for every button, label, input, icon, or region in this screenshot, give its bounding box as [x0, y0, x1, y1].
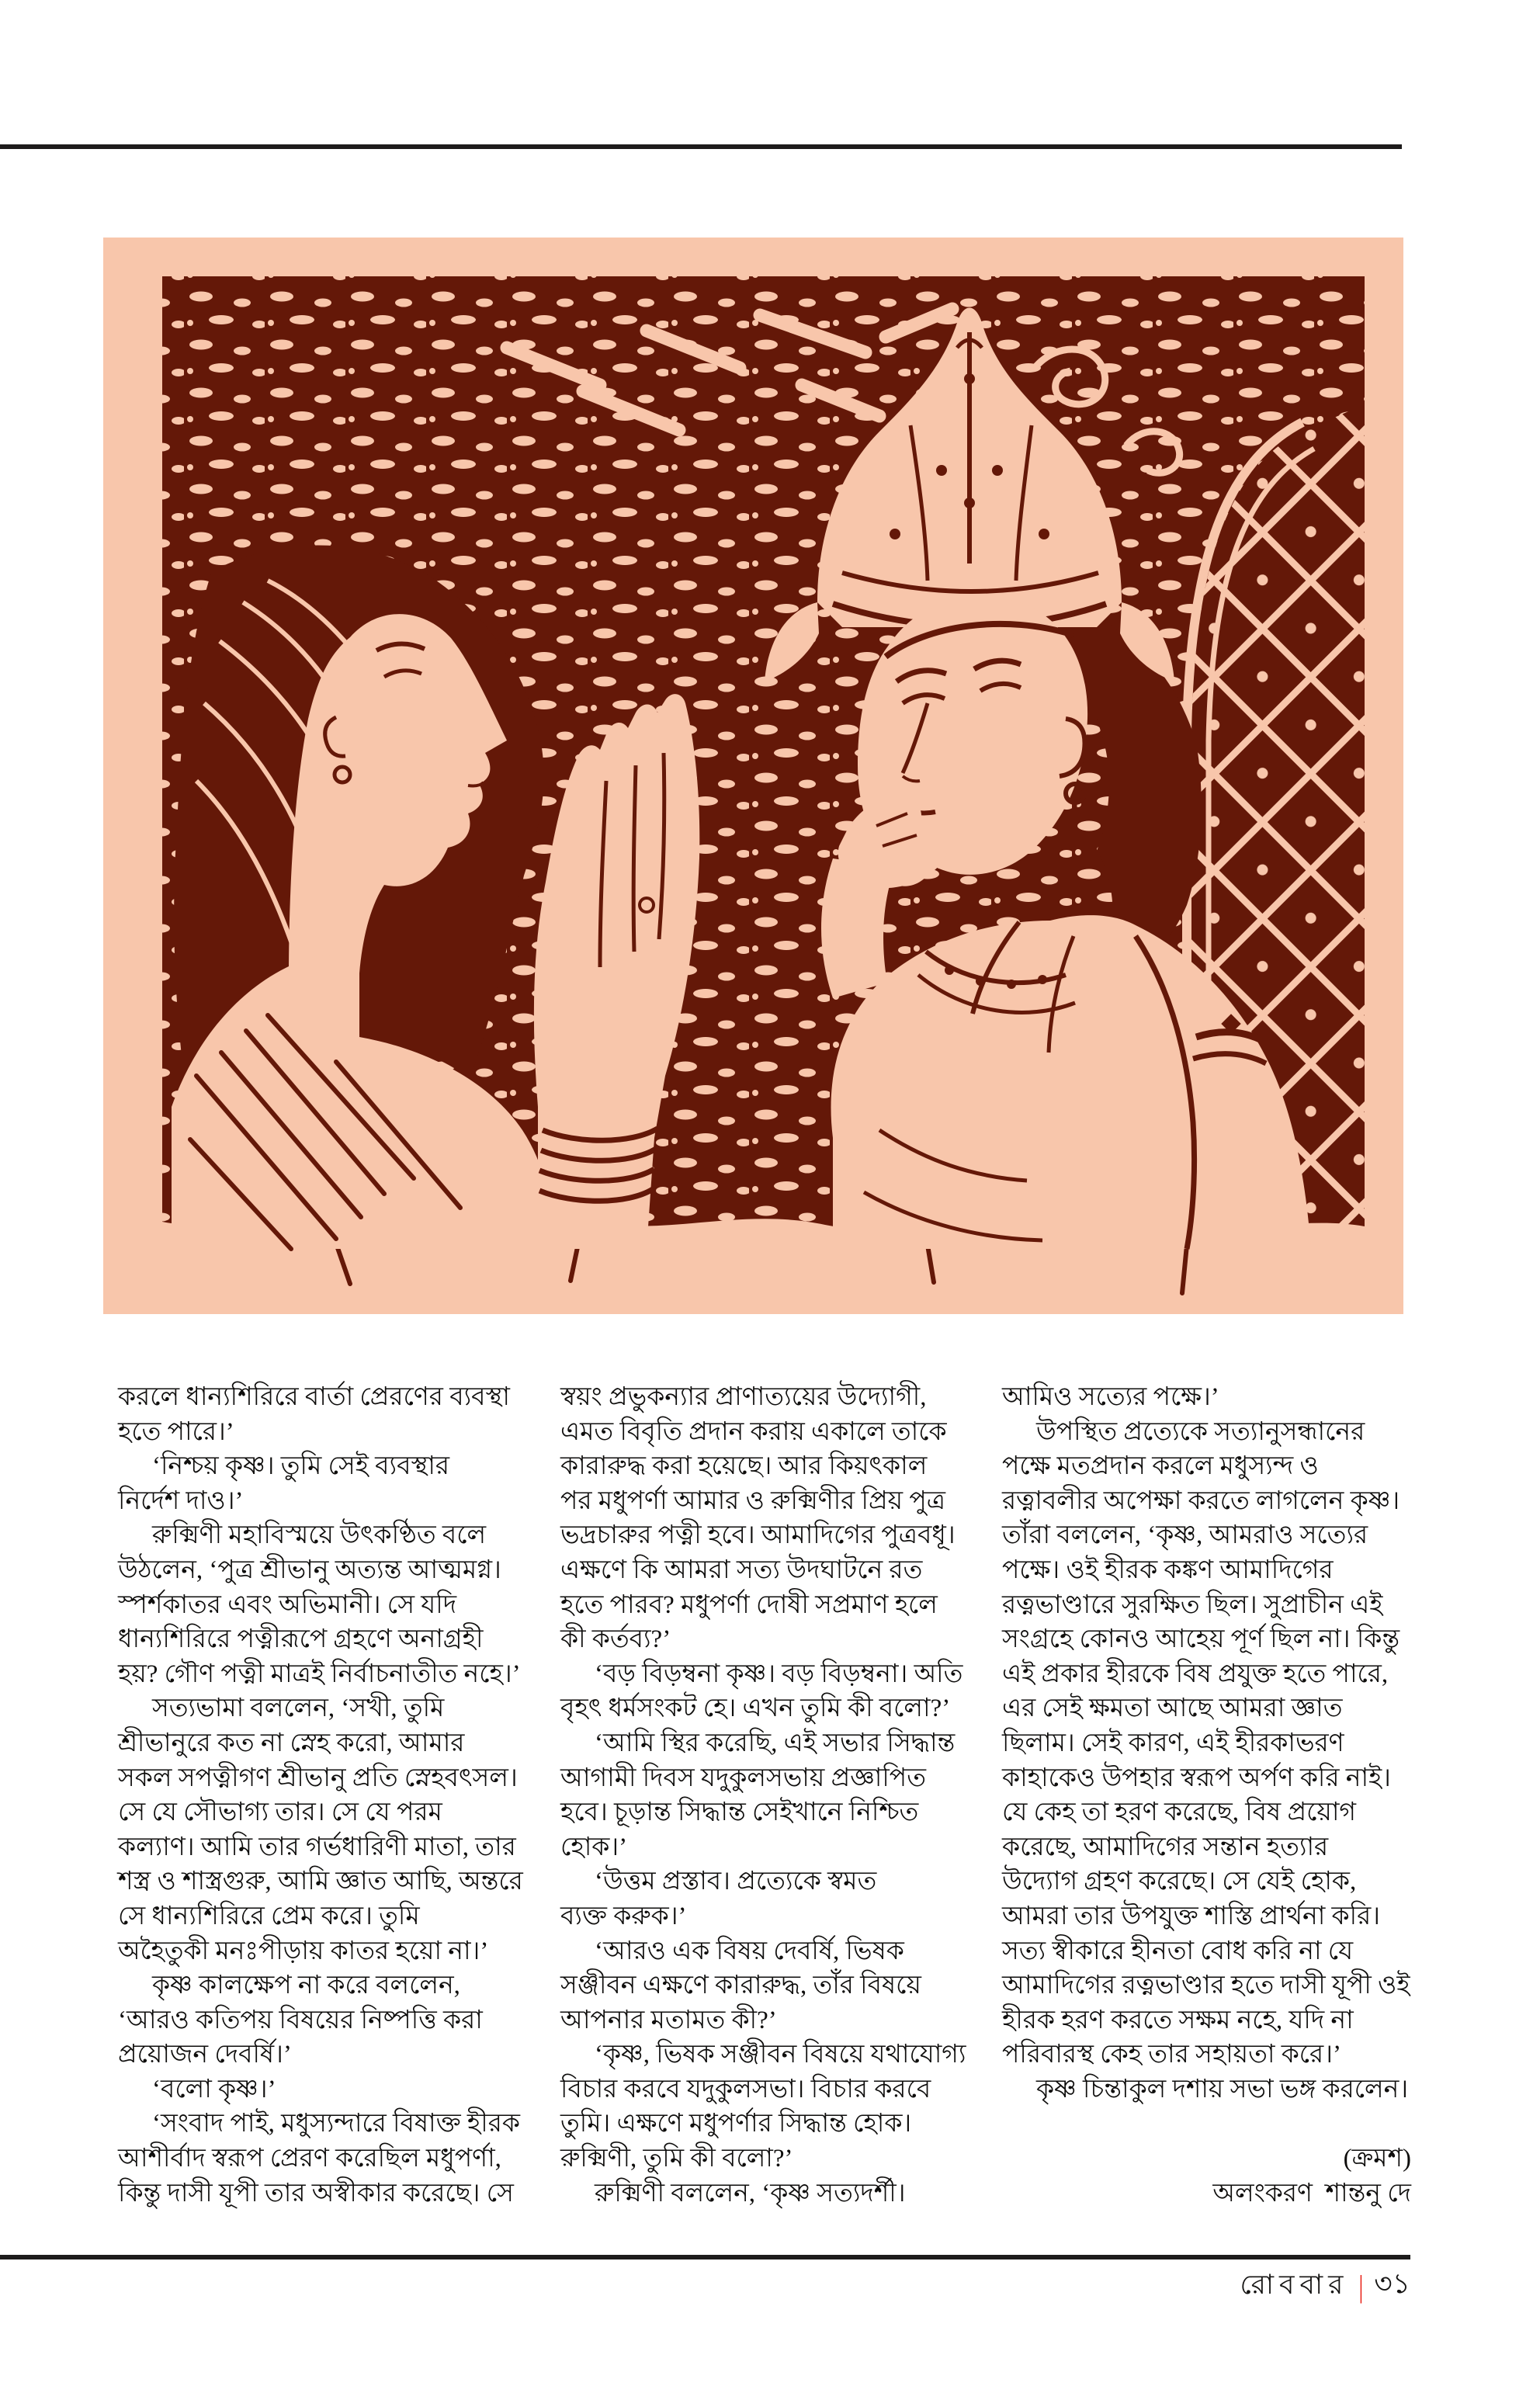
text-line: (ক্রমশ)	[1343, 2145, 1411, 2173]
text-line: আপনার মতামত কী?’	[560, 2006, 777, 2034]
top-rule	[0, 144, 1402, 149]
text-line: সংগ্রহে কোনও আহেয় পূর্ণ ছিল না। কিন্তু	[1002, 1625, 1400, 1654]
woodcut-illustration	[103, 238, 1403, 1314]
text-line: স্বয়ং প্রভুকন্যার প্রাণাত্যয়ের উদ্যোগী,	[560, 1383, 927, 1411]
text-line: কৃষ্ণ কালক্ষেপ না করে বললেন,	[152, 1972, 460, 2000]
text-line: নির্দেশ দাও।’	[118, 1486, 244, 1515]
text-line: হয়? গৌণ পত্নী মাত্রই নির্বাচনাতীত নহে।’	[118, 1659, 521, 1688]
text-line: এর সেই ক্ষমতা আছে আমরা জ্ঞাত	[1002, 1694, 1343, 1723]
text-line: রুক্মিণী মহাবিস্ময়ে উৎকণ্ঠিত বলে	[152, 1521, 487, 1550]
text-line: আশীর্বাদ স্বরূপ প্রেরণ করেছিল মধুপর্ণা,	[118, 2145, 501, 2173]
text-line: সঞ্জীবন এক্ষণে কারারুদ্ধ, তাঁর বিষয়ে	[560, 1972, 921, 2000]
text-line: হীরক হরণ করতে সক্ষম নহে, যদি না	[1002, 2006, 1354, 2034]
text-line: ‘বলো কৃষ্ণ।’	[152, 2075, 276, 2103]
text-line: এমত বিবৃতি প্রদান করায় একালে তাকে	[560, 1417, 947, 1446]
text-line: ‘আরও এক বিষয় দেবর্ষি, ভিষক	[595, 1937, 904, 1965]
text-line: তুমি। এক্ষণে মধুপর্ণার সিদ্ধান্ত হোক।	[560, 2110, 912, 2138]
article-column-3	[1002, 1380, 1411, 2211]
magazine-name: রোববার	[1240, 2269, 1349, 2300]
text-line: সকল সপত্নীগণ শ্রীভানু প্রতি স্নেহবৎসল।	[118, 1764, 518, 1792]
text-line: ‘নিশ্চয় কৃষ্ণ। তুমি সেই ব্যবস্থার	[152, 1452, 450, 1481]
text-line: ‘আরও কতিপয় বিষয়ের নিষ্পত্তি করা	[118, 2006, 483, 2034]
text-line: আমরা তার উপযুক্ত শাস্তি প্রার্থনা করি।	[1002, 1902, 1381, 1930]
text-line: সে যে সৌভাগ্য তার। সে যে পরম	[118, 1798, 442, 1827]
page-number: ৩১	[1374, 2268, 1410, 2299]
text-line: হতে পারে।’	[118, 1417, 234, 1446]
text-line: সে ধান্যশিরিরে প্রেম করে। তুমি	[118, 1902, 420, 1930]
bottom-rule	[0, 2255, 1410, 2259]
text-line: হবে। চূড়ান্ত সিদ্ধান্ত সেইখানে নিশ্চিত	[560, 1798, 919, 1827]
text-line: উদ্যোগ গ্রহণ করেছে। সে যেই হোক,	[1002, 1868, 1357, 1896]
text-line: হতে পারব? মধুপর্ণা দোষী সপ্রমাণ হলে	[560, 1590, 938, 1619]
text-line: করলে ধান্যশিরিরে বার্তা প্রেরণের ব্যবস্থা	[118, 1383, 510, 1411]
text-line: হোক।’	[560, 1833, 628, 1861]
text-line: এই প্রকার হীরকে বিষ প্রযুক্ত হতে পারে,	[1002, 1659, 1389, 1688]
text-line: পক্ষে। ওই হীরক কঙ্কণ আমাদিগের	[1002, 1555, 1334, 1584]
text-line: বিচার করবে যদুকুলসভা। বিচার করবে	[560, 2075, 931, 2103]
text-line: ‘সংবাদ পাই, মধুস্যন্দারে বিষাক্ত হীরক	[152, 2110, 520, 2138]
text-line: কল্যাণ। আমি তার গর্ভধারিণী মাতা, তার	[118, 1833, 516, 1861]
page-footer	[0, 2267, 1410, 2305]
text-line: প্রয়োজন দেবর্ষি।’	[118, 2041, 292, 2069]
text-line: কারারুদ্ধ করা হয়েছে। আর কিয়ৎকাল	[560, 1452, 928, 1481]
text-line: অলংকরণ শান্তনু দে	[1212, 2179, 1411, 2207]
text-line: সত্যভামা বললেন, ‘সখী, তুমি	[152, 1694, 445, 1723]
text-line: শস্ত্র ও শাস্ত্রগুরু, আমি জ্ঞাত আছি, অন্তরে	[118, 1868, 523, 1896]
text-line: ব্যক্ত করুক।’	[560, 1902, 687, 1930]
article-column-1	[118, 1380, 523, 2211]
text-line: স্পর্শকাতর এবং অভিমানী। সে যদি	[118, 1590, 457, 1619]
text-line: আমিও সত্যের পক্ষে।’	[1002, 1383, 1219, 1411]
text-line	[1002, 2107, 1411, 2142]
text-line: পক্ষে মতপ্রদান করলে মধুস্যন্দ ও	[1002, 1452, 1319, 1481]
text-line: উপস্থিত প্রত্যেকে সত্যানুসন্ধানের	[1036, 1417, 1365, 1446]
text-line: যে কেহ তা হরণ করেছে, বিষ প্রয়োগ	[1002, 1798, 1357, 1827]
story-illustration	[103, 238, 1403, 1314]
text-line: পরিবারস্থ কেহ তার সহায়তা করে।’	[1002, 2041, 1341, 2069]
footer-separator: |	[1359, 2268, 1364, 2304]
text-line: অহৈতুকী মনঃপীড়ায় কাতর হয়ো না।’	[118, 1937, 489, 1965]
text-line: কিন্তু দাসী যূপী তার অস্বীকার করেছে। সে	[118, 2179, 514, 2207]
text-line: ছিলাম। সেই কারণ, এই হীরকাভরণ	[1002, 1729, 1344, 1757]
text-line: রুক্মিণী, তুমি কী বলো?’	[560, 2145, 793, 2173]
text-line: তাঁরা বললেন, ‘কৃষ্ণ, আমরাও সত্যের	[1002, 1521, 1368, 1550]
text-line: ‘বড় বিড়ম্বনা কৃষ্ণ। বড় বিড়ম্বনা। অতি	[595, 1659, 963, 1688]
text-line: আগামী দিবস যদুকুলসভায় প্রজ্ঞাপিত	[560, 1764, 926, 1792]
text-line: ‘উত্তম প্রস্তাব। প্রত্যেকে স্বমত	[595, 1868, 877, 1896]
text-line: সত্য স্বীকারে হীনতা বোধ করি না যে	[1002, 1937, 1354, 1965]
text-line: বৃহৎ ধর্মসংকট হে। এখন তুমি কী বলো?’	[560, 1694, 951, 1723]
text-line: কী কর্তব্য?’	[560, 1625, 671, 1654]
text-line: রত্নভাণ্ডারে সুরক্ষিত ছিল। সুপ্রাচীন এই	[1002, 1590, 1383, 1619]
text-line: কৃষ্ণ চিন্তাকুল দশায় সভা ভঙ্গ করলেন।	[1036, 2075, 1409, 2103]
text-line: রত্নাবলীর অপেক্ষা করতে লাগলেন কৃষ্ণ।	[1002, 1486, 1400, 1515]
text-line: শ্রীভানুরে কত না স্নেহ করো, আমার	[118, 1729, 465, 1757]
text-line: ভদ্রচারুর পত্নী হবে। আমাদিগের পুত্রবধূ।	[560, 1521, 956, 1550]
text-line: এক্ষণে কি আমরা সত্য উদঘাটনে রত	[560, 1555, 923, 1584]
text-line: করেছে, আমাদিগের সন্তান হত্যার	[1002, 1833, 1329, 1861]
text-line: আমাদিগের রত্নভাণ্ডার হতে দাসী যূপী ওই	[1002, 1972, 1410, 2000]
text-line: উঠলেন, ‘পুত্র শ্রীভানু অত্যন্ত আত্মমগ্ন।	[118, 1555, 501, 1584]
article-column-2	[560, 1380, 966, 2211]
text-line: ‘কৃষ্ণ, ভিষক সঞ্জীবন বিষয়ে যথাযোগ্য	[595, 2041, 966, 2069]
text-line: রুক্মিণী বললেন, ‘কৃষ্ণ সত্যদর্শী।	[595, 2179, 906, 2207]
text-line: পর মধুপর্ণা আমার ও রুক্মিণীর প্রিয় পুত্র	[560, 1486, 945, 1515]
text-line: ধান্যশিরিরে পত্নীরূপে গ্রহণে অনাগ্রহী	[118, 1625, 484, 1654]
text-line: কাহাকেও উপহার স্বরূপ অর্পণ করি নাই।	[1002, 1764, 1391, 1792]
text-line: ‘আমি স্থির করেছি, এই সভার সিদ্ধান্ত	[595, 1729, 956, 1757]
